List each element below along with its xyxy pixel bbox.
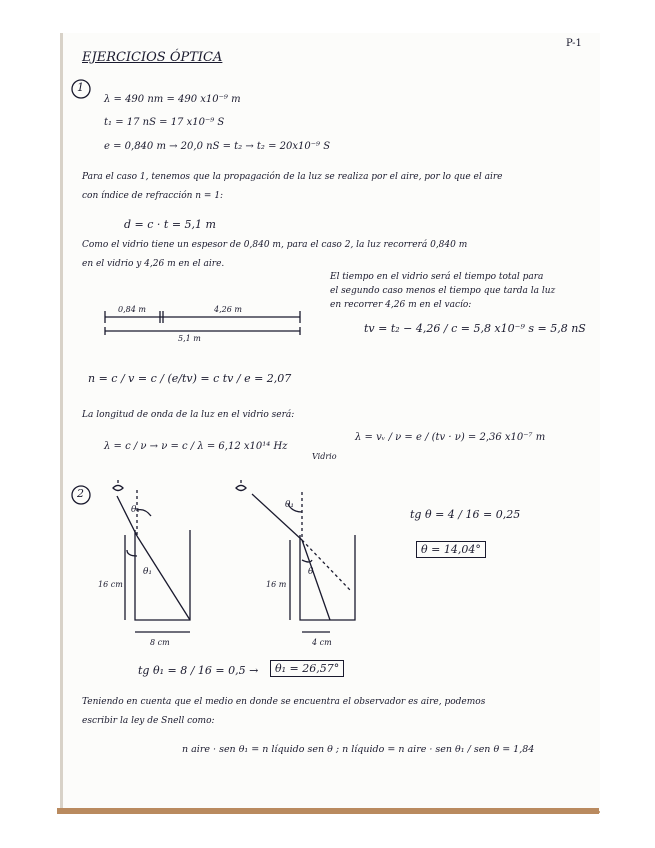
height-label-1: 16 cm (98, 580, 123, 589)
segment-total-label: 5,1 m (178, 334, 201, 343)
refractive-index-equation: n = c / v = c / (e/tv) = c tv / e = 2,07 (88, 372, 292, 385)
theta1-lower-label: θ₁ (143, 567, 153, 577)
paragraph-4-line-2: escribir la ley de Snell como: (82, 716, 215, 726)
exercise-2-number: 2 (77, 487, 84, 500)
segment-glass-label: 0,84 m (118, 305, 146, 314)
page-bottom-edge (57, 808, 599, 814)
segment-air-label: 4,26 m (214, 305, 242, 314)
theta-result-box: θ = 14,04° (416, 541, 486, 558)
note-line-2: el segundo caso menos el tiempo que tarda la luz (330, 286, 556, 296)
width-label-2: 4 cm (312, 638, 332, 647)
tan-theta1-equation: tg θ₁ = 8 / 16 = 0,5 → (138, 664, 259, 677)
note-line-1: El tiempo en el vidrio será el tiempo total para (330, 272, 544, 282)
e-given: e = 0,840 m → 20,0 nS = t₂ → t₂ = 20x10⁻⁹ S (104, 141, 331, 152)
frequency-equation: λ = c / ν → ν = c / λ = 6,12 x10¹⁴ Hz (104, 441, 288, 452)
snell-law-equation: n aire · sen θ₁ = n líquido sen θ ; n líquido = n aire · sen θ₁ / sen θ = 1,84 (182, 744, 535, 755)
distance-equation: d = c · t = 5,1 m (124, 218, 216, 231)
theta-label: θ (308, 567, 314, 577)
theta1-result-box: θ₁ = 26,57° (270, 660, 344, 677)
theta1-right-label: θ₁ (285, 500, 295, 510)
paragraph-2-line-2: en el vidrio y 4,26 m en el aire. (82, 259, 225, 269)
container-diagram-1 (95, 480, 215, 650)
wavelength-glass-equation: λ = vᵥ / ν = e / (tv · ν) = 2,36 x10⁻⁷ m (355, 432, 546, 443)
note-line-3: en recorrer 4,26 m en el vacío: (330, 300, 472, 310)
paragraph-4-line-1: Teniendo en cuenta que el medio en donde se encuentra el observador es aire, podemos (82, 697, 486, 707)
t1-given: t₁ = 17 nS = 17 x10⁻⁹ S (104, 117, 225, 128)
exercise-1-number: 1 (77, 81, 84, 94)
height-label-2: 16 m (266, 580, 287, 589)
lambda-given: λ = 490 nm = 490 x10⁻⁹ m (104, 94, 241, 105)
vidrio-label: Vidrio (312, 452, 337, 461)
width-label-1: 8 cm (150, 638, 170, 647)
paragraph-1-line-2: con índice de refracción n = 1: (82, 191, 224, 201)
tan-theta-equation: tg θ = 4 / 16 = 0,25 (410, 508, 521, 521)
container-diagram-2 (230, 480, 370, 650)
tv-equation: tv = t₂ − 4,26 / c = 5,8 x10⁻⁹ s = 5,8 nS (364, 322, 586, 335)
paragraph-1-line-1: Para el caso 1, tenemos que la propagación de la luz se realiza por el aire, por lo que el aire (82, 172, 503, 182)
page-number: P-1 (566, 38, 582, 49)
theta1-upper-label: θ₁ (131, 505, 141, 515)
page-title: EJERCICIOS ÓPTICA (82, 50, 223, 65)
paragraph-2-line-1: Como el vidrio tiene un espesor de 0,840 m, para el caso 2, la luz recorrerá 0,840 m (82, 240, 468, 250)
paragraph-3: La longitud de onda de la luz en el vidrio será: (82, 410, 295, 420)
